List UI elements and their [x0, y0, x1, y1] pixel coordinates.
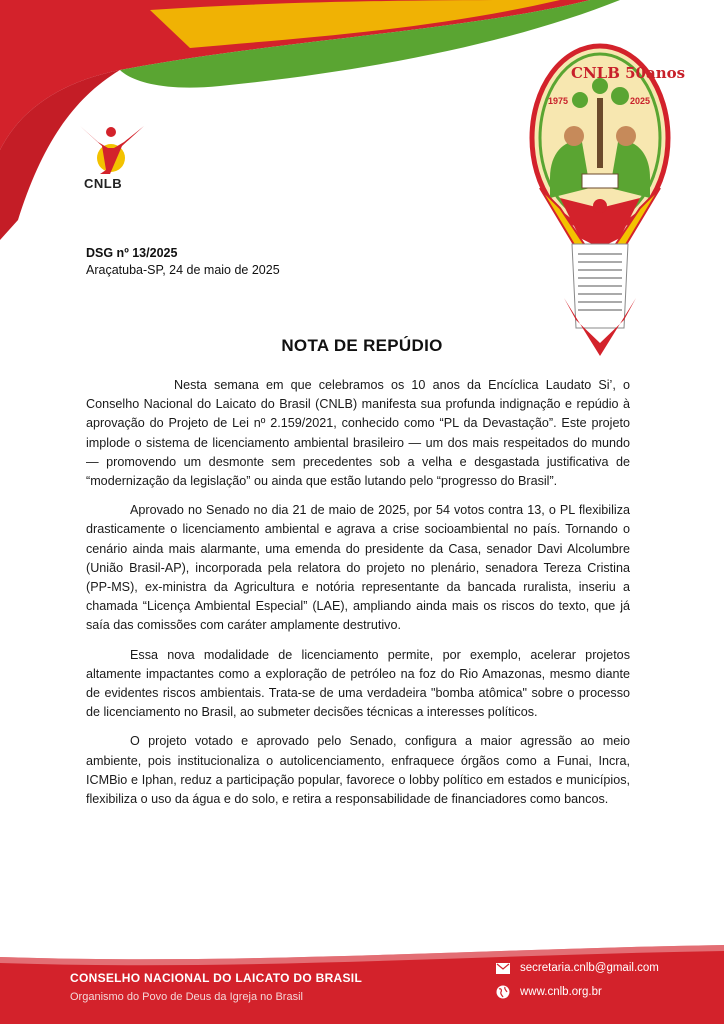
logo-text: CNLB — [84, 176, 123, 191]
envelope-icon — [496, 963, 510, 974]
document-number: DSG nº 13/2025 — [86, 246, 178, 260]
emblem-year-start: 1975 — [548, 96, 569, 106]
globe-icon — [496, 985, 510, 999]
footer-email-link[interactable]: secretaria.cnlb@gmail.com — [520, 962, 659, 974]
document-body — [86, 376, 630, 819]
document-title: NOTA DE REPÚDIO — [281, 336, 443, 355]
emblem-year-end: 2025 — [630, 96, 651, 106]
paragraph: Nesta semana em que celebramos os 10 anos da Encíclica Laudato Si’, o Conselho Nacional do Laicato do Brasil (CNLB) manifesta sua profunda indignação e repúdio à aprovação do Projeto de Lei nº 2.159/2021, conhecido como “PL da Devastação”. Este projeto implode o sistema de licenciamento ambiental brasileiro — um dos mais respeitados do mundo — promovendo um desmonte sem precedentes sob a velha e desgastada justificativa de “modernização da legislação” ou ainda que estão lutando pelo “progresso do Brasil”. — [86, 378, 630, 489]
footer-website-link[interactable]: www.cnlb.org.br — [520, 986, 602, 998]
document-place-date: Araçatuba-SP, 24 de maio de 2025 — [86, 263, 280, 277]
paragraph: Aprovado no Senado no dia 21 de maio de 2025, por 54 votos contra 13, o PL flexibiliza drasticamente o licenciamento ambiental e agrava a crise socioambiental no país. Tornando o cenário ainda mais alarmante, uma emenda do presidente da Casa, senador Davi Alcolumbre (União Brasil-AP), incorporada pela relatora do projeto no plenário, senadora Tereza Cristina (PP-MS), ex-ministra da Agricultura e notória representante da bancada ruralista, inseriu a chamada “Licença Ambiental Especial” (LAE), ampliando ainda mais os riscos do texto, que já saía das comissões com caráter amplamente destrutivo. — [86, 503, 630, 633]
paragraph: Essa nova modalidade de licenciamento permite, por exemplo, acelerar projetos altamente impactantes como a exploração de petróleo na foz do Rio Amazonas, mesmo diante de evidentes riscos ambientais. Trata-se de uma verdadeira "bomba atômica" sobre o processo de licenciamento no Brasil, ao submeter decisões técnicas a interesses políticos. — [86, 647, 630, 720]
footer-organization: CONSELHO NACIONAL DO LAICATO DO BRASIL — [70, 971, 363, 985]
footer-subtitle: Organismo do Povo de Deus da Igreja no Brasil — [70, 991, 303, 1003]
emblem-title: CNLB 50anos — [571, 64, 686, 82]
paragraph: O projeto votado e aprovado pelo Senado, configura a maior agressão ao meio ambiente, pois institucionaliza o autolicenciamento, enfraquece órgãos como a Funai, Incra, ICMBio e Iphan, reduz a participação popular, favorece o lobby político em estados e municípios, flexibiliza o uso da água e do solo, e retira a responsabilidade de financiadores como bancos. — [86, 734, 630, 807]
cnlb-50-years-emblem — [520, 38, 680, 356]
document-meta — [86, 245, 280, 279]
